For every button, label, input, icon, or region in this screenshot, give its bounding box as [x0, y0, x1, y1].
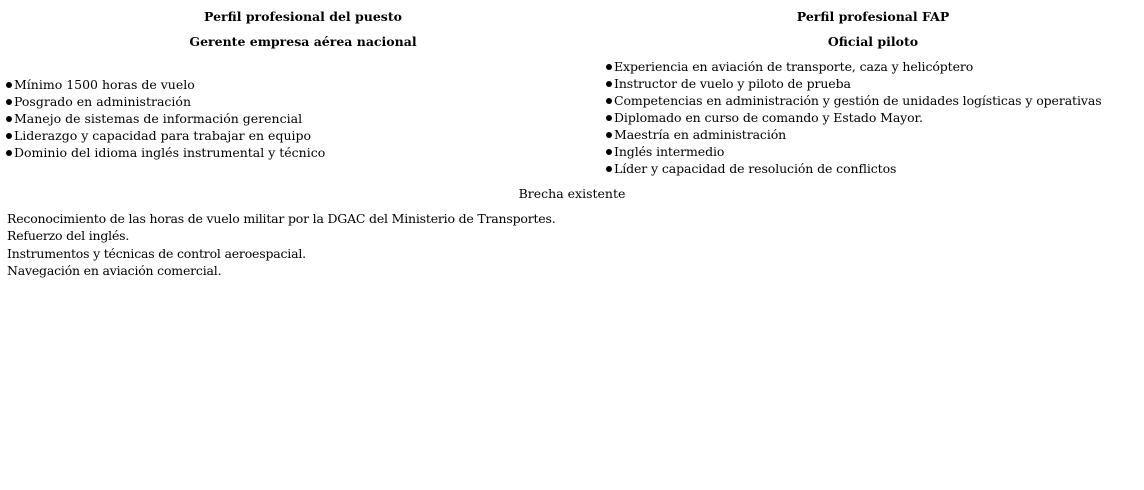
- list-item: Dominio del idioma inglés instrumental y técnico: [6, 144, 325, 161]
- list-item: Refuerzo del inglés.: [7, 228, 130, 244]
- bullet-icon: [6, 150, 12, 156]
- list-item: Maestría en administración: [606, 126, 1102, 143]
- right-profile-list: [606, 58, 1102, 177]
- list-item: Experiencia en aviación de transporte, caza y helicóptero: [606, 58, 1102, 75]
- right-subtitle: Oficial piloto: [827, 34, 919, 49]
- bullet-icon: [606, 115, 612, 121]
- bullet-icon: [606, 149, 612, 155]
- bullet-icon: [6, 82, 12, 88]
- list-item: Inglés intermedio: [606, 143, 1102, 160]
- bullet-icon: [606, 132, 612, 138]
- list-item: Navegación en aviación comercial.: [7, 262, 222, 278]
- bullet-icon: [606, 166, 612, 172]
- list-item: Mínimo 1500 horas de vuelo: [6, 76, 325, 93]
- list-item: Instructor de vuelo y piloto de prueba: [606, 75, 1102, 92]
- list-item: Líder y capacidad de resolución de conflictos: [606, 160, 1102, 177]
- list-item: Competencias en administración y gestión de unidades logísticas y operativas: [606, 92, 1102, 109]
- left-requirements-list: [6, 76, 325, 161]
- list-item: Diplomado en curso de comando y Estado Mayor.: [606, 109, 1102, 126]
- bullet-icon: [606, 98, 612, 104]
- gap-title: Brecha existente: [518, 186, 626, 201]
- list-item: Reconocimiento de las horas de vuelo militar por la DGAC del Ministerio de Transportes.: [7, 211, 556, 226]
- bullet-icon: [6, 116, 12, 122]
- left-subtitle: Gerente empresa aérea nacional: [189, 34, 417, 49]
- bullet-icon: [606, 81, 612, 87]
- list-item: Posgrado en administración: [6, 93, 325, 110]
- list-item: Instrumentos y técnicas de control aeroespacial.: [7, 245, 306, 261]
- right-title: Perfil profesional FAP: [796, 9, 950, 24]
- bullet-icon: [606, 64, 612, 70]
- bullet-icon: [6, 99, 12, 105]
- bullet-icon: [6, 133, 12, 139]
- list-item: Liderazgo y capacidad para trabajar en equipo: [6, 127, 325, 144]
- left-title: Perfil profesional del puesto: [204, 9, 402, 24]
- list-item: Manejo de sistemas de información gerencial: [6, 110, 325, 127]
- gap-list: [7, 210, 556, 279]
